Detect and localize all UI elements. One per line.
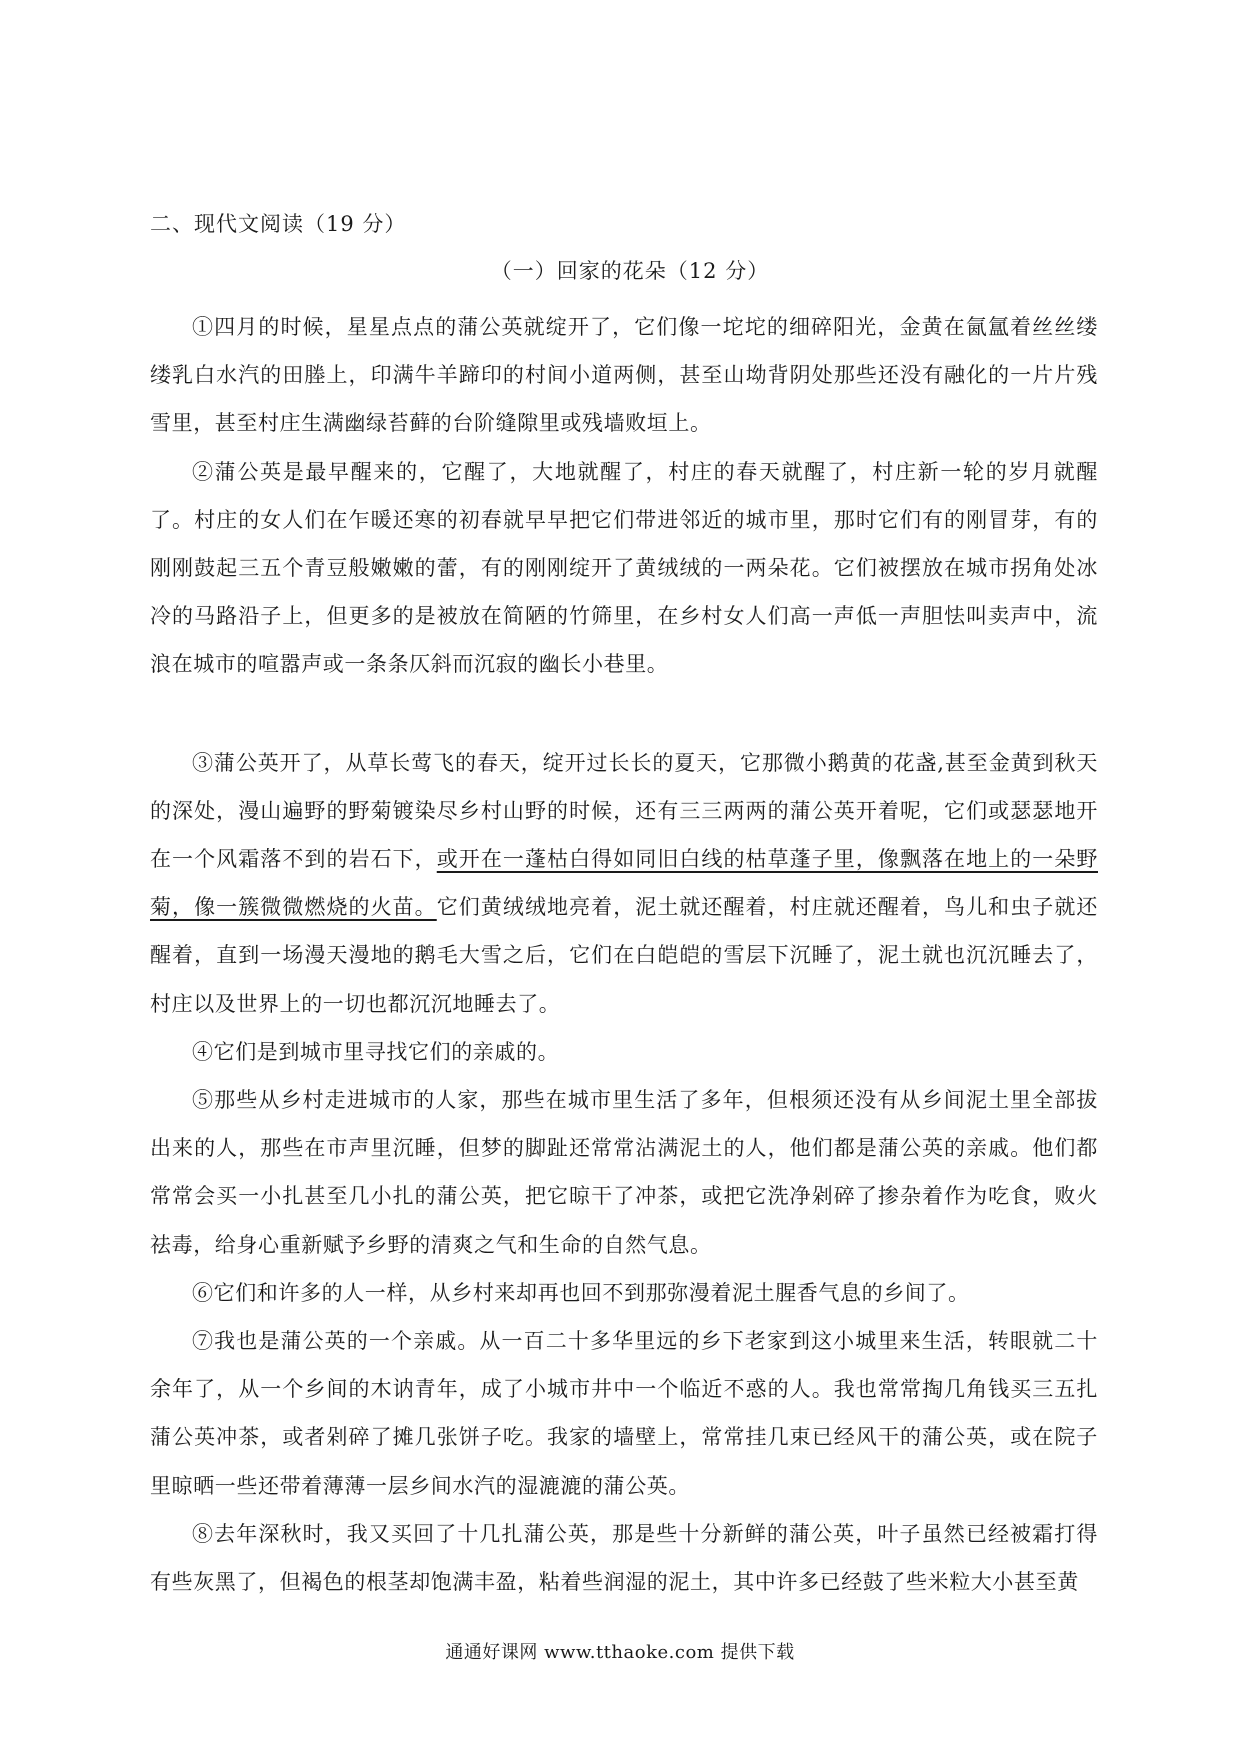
paragraph-4: ④它们是到城市里寻找它们的亲戚的。 (192, 1039, 560, 1064)
paragraph-spacer (150, 689, 1098, 739)
section-heading: 二、现代文阅读（19 分） (150, 212, 407, 236)
passage-body (150, 303, 1098, 1606)
paragraph-3-lead: ③蒲公英开了，从草长莺飞的春天，绽开过长长的夏天，它那微小鹅黄的花盏,甚至金黄到秋天的深处，漫山遍野的野菊镀染尽乡村山野的时候，还有三三两两的蒲公英开着呢，它们或瑟瑟地开在一个风霜落不到的岩石下， (150, 750, 1098, 872)
paragraph-8: ⑧去年深秋时，我又买回了十几扎蒲公英，那是些十分新鲜的蒲公英，叶子虽然已经被霜打得有些灰黑了，但褐色的根茎却饱满丰盈，粘着些润湿的泥土，其中许多已经鼓了些米粒大小甚至黄 (150, 1521, 1098, 1595)
paragraph-1: ①四月的时候，星星点点的蒲公英就绽开了，它们像一坨坨的细碎阳光，金黄在氤氲着丝丝缕缕乳白水汽的田塍上，印满牛羊蹄印的村间小道两侧，甚至山坳背阴处那些还没有融化的一片片残雪里，甚至村庄生满幽绿苔藓的台阶缝隙里或残墙败垣上。 (150, 315, 1098, 436)
underlined-sentence: 或开在一蓬枯白得如同旧白线的枯草蓬子里，像飘落在地上的一朵野菊，像一簇微微燃烧的火苗。 (150, 847, 1098, 920)
paragraph-3-tail: 它们黄绒绒地亮着，泥土就还醒着，村庄就还醒着，鸟儿和虫子就还醒着，直到一场漫天漫地的鹅毛大雪之后，它们在白皑皑的雪层下沉睡了，泥土就也沉沉睡去了，村庄以及世界上的一切也都沉沉地睡去了。 (150, 895, 1098, 1016)
paragraph-5: ⑤那些从乡村走进城市的人家，那些在城市里生活了多年，但根须还没有从乡间泥土里全部拔出来的人，那些在市声里沉睡，但梦的脚趾还常常沾满泥土的人，他们都是蒲公英的亲戚。他们都常常会买一小扎甚至几小扎的蒲公英，把它晾干了冲茶，或把它洗净剁碎了掺杂着作为吃食，败火祛毒，给身心重新赋予乡野的清爽之气和生命的自然气息。 (150, 1088, 1098, 1257)
paragraph-6: ⑥它们和许多的人一样，从乡村来却再也回不到那弥漫着泥土腥香气息的乡间了。 (192, 1280, 970, 1305)
paragraph-2: ②蒲公英是最早醒来的，它醒了，大地就醒了，村庄的春天就醒了，村庄新一轮的岁月就醒了。村庄的女人们在乍暖还寒的初春就早早把它们带进邻近的城市里，那时它们有的刚冒芽，有的刚刚鼓起三五个青豆般嫩嫩的蕾，有的刚刚绽开了黄绒绒的一两朵花。它们被摆放在城市拐角处冰冷的马路沿子上，但更多的是被放在简陋的竹筛里，在乡村女人们高一声低一声胆怯叫卖声中，流浪在城市的喧嚣声或一条条仄斜而沉寂的幽长小巷里。 (150, 459, 1098, 677)
paragraph-3 (150, 739, 1098, 1028)
paragraph-7: ⑦我也是蒲公英的一个亲戚。从一百二十多华里远的乡下老家到这小城里来生活，转眼就二十余年了，从一个乡间的木讷青年，成了小城市井中一个临近不惑的人。我也常常掏几角钱买三五扎蒲公英冲茶，或者剁碎了摊几张饼子吃。我家的墙壁上，常常挂几束已经风干的蒲公英，或在院子里晾晒一些还带着薄薄一层乡间水汽的湿漉漉的蒲公英。 (150, 1329, 1098, 1498)
passage-title: （一）回家的花朵（12 分） (490, 259, 770, 283)
page-footer: 通通好课网 www.tthaoke.com 提供下载 (445, 1642, 795, 1663)
